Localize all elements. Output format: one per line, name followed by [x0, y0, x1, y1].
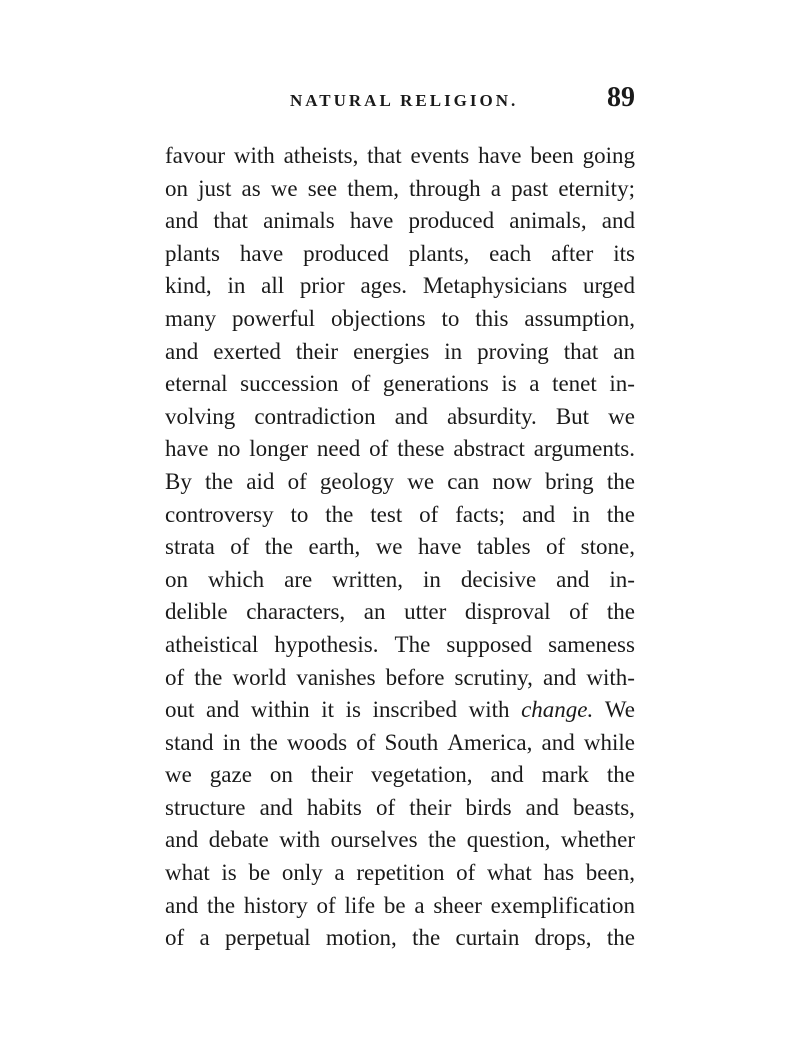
text-word: and [601, 208, 635, 234]
text-word: animals [263, 208, 335, 234]
text-word: and [165, 892, 199, 918]
text-line [165, 466, 635, 499]
text-word: geology [319, 468, 395, 494]
text-word: in [572, 501, 590, 527]
text-word: objections [330, 305, 426, 331]
text-line [165, 694, 635, 727]
page-number: 89 [607, 82, 635, 113]
text-word: whether [560, 827, 635, 853]
text-word: tables [476, 534, 531, 560]
text-word: repetition [356, 860, 445, 886]
text-word: tenet [552, 371, 597, 397]
text-word: arguments. [533, 436, 635, 462]
text-line [165, 238, 635, 271]
text-word: kind, [165, 273, 212, 299]
text-word: have [478, 143, 522, 168]
text-word: delible [165, 599, 228, 625]
text-word: succession [240, 371, 339, 397]
text-word: sheer [433, 892, 482, 918]
text-word: we [165, 762, 192, 788]
running-title: NATURAL RELIGION. [290, 91, 519, 110]
text-word: atheistical [165, 631, 259, 657]
text-word: events [410, 143, 470, 168]
text-line [165, 531, 635, 564]
text-word: a [414, 892, 425, 918]
text-word: the [412, 925, 441, 951]
text-word: life [344, 892, 376, 918]
text-word: the [606, 501, 635, 527]
text-word: and [525, 794, 559, 820]
text-word: is [345, 697, 362, 723]
text-word: before [385, 664, 445, 690]
text-word: atheists, [283, 143, 359, 168]
text-line [165, 727, 635, 760]
text-word: favour [165, 143, 226, 168]
text-word: a [529, 371, 540, 397]
text-word: the [325, 501, 354, 527]
text-word: be [248, 860, 271, 886]
text-word: of [356, 729, 376, 755]
text-word: in [227, 273, 246, 299]
text-word: their [295, 338, 339, 364]
text-word: and [259, 794, 293, 820]
text-word: past [511, 175, 549, 201]
text-word: Metaphysicians [422, 273, 568, 299]
text-word: utter [404, 599, 447, 625]
text-word: urged [583, 273, 635, 299]
text-word: an [363, 599, 386, 625]
text-word: to [290, 501, 309, 527]
text-word: world [232, 664, 287, 690]
text-word: exerted [213, 338, 281, 364]
text-word: of [456, 860, 476, 886]
text-word: drops, [534, 925, 592, 951]
text-word: test [370, 501, 403, 527]
text-word: an [613, 338, 635, 364]
text-word: with- [586, 664, 635, 690]
text-word: just [198, 175, 232, 201]
text-line [165, 824, 635, 857]
text-word: can [447, 468, 480, 494]
text-word: characters, [246, 599, 346, 625]
text-word: plants, [408, 240, 470, 266]
text-word: of [230, 534, 250, 560]
text-word: this [475, 305, 509, 331]
text-word: as [241, 175, 261, 201]
text-word: eternity; [558, 175, 635, 201]
text-word: their [310, 762, 353, 788]
text-word: what [165, 860, 210, 886]
text-word: earth, [308, 534, 361, 560]
text-word: a [334, 860, 345, 886]
text-word: the [194, 664, 223, 690]
text-word: generations [382, 371, 489, 397]
text-word: abstract [453, 436, 525, 462]
text-word: the [264, 534, 294, 560]
text-word: see [307, 175, 338, 201]
text-word: and [394, 403, 428, 429]
text-line [165, 759, 635, 792]
text-word: have [239, 240, 284, 266]
text-word: prior [299, 273, 345, 299]
text-word: sameness [548, 631, 635, 657]
text-word: absurdity. [446, 403, 537, 429]
text-word: on [165, 566, 188, 592]
text-word: has [543, 860, 575, 886]
text-line [165, 792, 635, 825]
text-word: disproval [464, 599, 551, 625]
text-word: inscribed [372, 697, 457, 723]
text-word: stand [165, 729, 214, 755]
text-word: of [369, 436, 389, 462]
text-word: of [287, 468, 307, 494]
text-word: America, [447, 729, 533, 755]
text-word: we [375, 534, 403, 560]
text-word: we [407, 468, 435, 494]
text-word: and [206, 697, 240, 723]
text-word: have [417, 534, 462, 560]
text-line [165, 140, 635, 173]
text-word: woods [287, 729, 348, 755]
text-word: and [541, 729, 575, 755]
text-word: on [165, 175, 188, 201]
text-word: of [316, 892, 336, 918]
text-word: facts; [455, 501, 506, 527]
text-word: written, [332, 566, 404, 592]
text-word: stone, [580, 534, 635, 560]
text-word: them, [347, 175, 399, 201]
text-word: is [501, 371, 517, 397]
text-word: aid [246, 468, 275, 494]
text-word: each [489, 240, 532, 266]
text-word: have [349, 208, 394, 234]
text-word: the [205, 468, 234, 494]
text-word: structure [165, 794, 246, 820]
text-word: these [397, 436, 445, 462]
text-word: going [582, 143, 635, 168]
text-word: perpetual [224, 925, 311, 951]
text-word: the [428, 827, 457, 853]
text-word: while [583, 729, 635, 755]
text-word: South [384, 729, 439, 755]
text-word: ages. [360, 273, 408, 299]
text-word: question, [466, 827, 551, 853]
text-word: and [490, 762, 524, 788]
text-line [165, 922, 635, 955]
text-word: motion, [325, 925, 397, 951]
text-word: which [207, 566, 265, 592]
text-word: of [569, 599, 589, 625]
text-word: change. [521, 697, 594, 723]
text-line [165, 662, 635, 695]
text-word: bring [545, 468, 594, 494]
text-word: the [249, 729, 278, 755]
text-word: eternal [165, 371, 228, 397]
text-word: of [419, 501, 439, 527]
text-line [165, 564, 635, 597]
text-word: that [213, 208, 248, 234]
text-word: all [261, 273, 285, 299]
text-word: volving [165, 403, 236, 429]
text-line [165, 336, 635, 369]
text-word: decisive [460, 566, 537, 592]
text-word: have [165, 436, 209, 462]
text-word: in [444, 338, 463, 364]
text-word: gaze [209, 762, 252, 788]
text-word: vanishes [296, 664, 376, 690]
text-word: and [543, 664, 577, 690]
text-word: produced [408, 208, 495, 234]
text-word: habits [306, 794, 362, 820]
text-line [165, 303, 635, 336]
text-word: and [165, 338, 199, 364]
text-word: in- [609, 371, 635, 397]
text-word: longer [249, 436, 308, 462]
text-word: mark [541, 762, 589, 788]
text-word: strata [165, 534, 215, 560]
text-line [165, 401, 635, 434]
text-word: in- [609, 566, 635, 592]
text-word: and [521, 501, 556, 527]
text-word: that [367, 143, 402, 168]
text-word: what [487, 860, 532, 886]
text-word: we [270, 175, 298, 201]
text-word: in [222, 729, 241, 755]
text-word: animals, [509, 208, 587, 234]
text-word: exemplification [490, 892, 635, 918]
text-word: of [351, 371, 371, 397]
text-word: need [316, 436, 361, 462]
text-word: debate [208, 827, 269, 853]
text-word: curtain [455, 925, 520, 951]
text-word: the [606, 925, 635, 951]
text-word: beasts, [572, 794, 635, 820]
text-word: many [165, 305, 217, 331]
text-word: By [165, 468, 192, 494]
text-line [165, 173, 635, 206]
text-word: to [441, 305, 460, 331]
text-word: after [551, 240, 594, 266]
text-word: with [233, 143, 275, 168]
text-word: with [468, 697, 510, 723]
text-word: the [606, 468, 635, 494]
text-word: a [490, 175, 502, 201]
text-word: vegetation, [370, 762, 473, 788]
text-word: The [394, 631, 431, 657]
text-word: no [217, 436, 241, 462]
text-word: ourselves [330, 827, 418, 853]
text-word: birds [465, 794, 512, 820]
text-line [165, 890, 635, 923]
text-word: the [606, 599, 635, 625]
text-word: history [243, 892, 308, 918]
text-word: hypothesis. [274, 631, 379, 657]
text-word: their [409, 794, 452, 820]
text-word: We [604, 697, 635, 723]
text-word: powerful [232, 305, 316, 331]
text-word: proving [477, 338, 549, 364]
text-word: only [281, 860, 323, 886]
text-line [165, 857, 635, 890]
text-word: of [375, 794, 396, 820]
text-word: the [206, 892, 236, 918]
text-word: now [492, 468, 532, 494]
text-line [165, 629, 635, 662]
text-word: and [165, 208, 199, 234]
body-text [165, 140, 635, 955]
text-word: of [546, 534, 566, 560]
text-word: assumption, [524, 305, 635, 331]
text-word: within [250, 697, 310, 723]
text-word: and [165, 827, 199, 853]
text-word: energies [353, 338, 430, 364]
text-word: through [409, 175, 481, 201]
text-word: supposed [446, 631, 533, 657]
text-word: be [383, 892, 406, 918]
text-word: of [165, 925, 185, 951]
text-line [165, 205, 635, 238]
text-word: of [165, 664, 185, 690]
text-word: that [563, 338, 599, 364]
text-line [165, 499, 635, 532]
text-word: the [606, 762, 635, 788]
text-line [165, 433, 635, 466]
text-word: been [530, 143, 574, 168]
text-word: we [608, 403, 635, 429]
text-word: been, [585, 860, 635, 886]
text-word: a [199, 925, 210, 951]
text-word: out [165, 697, 195, 723]
text-word: produced [303, 240, 389, 266]
text-word: contradiction [254, 403, 376, 429]
text-word: on [269, 762, 293, 788]
text-word: plants [165, 240, 220, 266]
page-header [165, 82, 635, 122]
text-word: controversy [165, 501, 274, 527]
text-word: in [423, 566, 441, 592]
text-word: is [221, 860, 237, 886]
text-word: scrutiny, [454, 664, 533, 690]
text-line [165, 270, 635, 303]
text-line [165, 596, 635, 629]
text-word: its [613, 240, 635, 266]
text-word: are [284, 566, 313, 592]
text-word: it [321, 697, 335, 723]
text-word: But [555, 403, 590, 429]
text-word: and [556, 566, 590, 592]
text-line [165, 368, 635, 401]
text-word: with [279, 827, 321, 853]
